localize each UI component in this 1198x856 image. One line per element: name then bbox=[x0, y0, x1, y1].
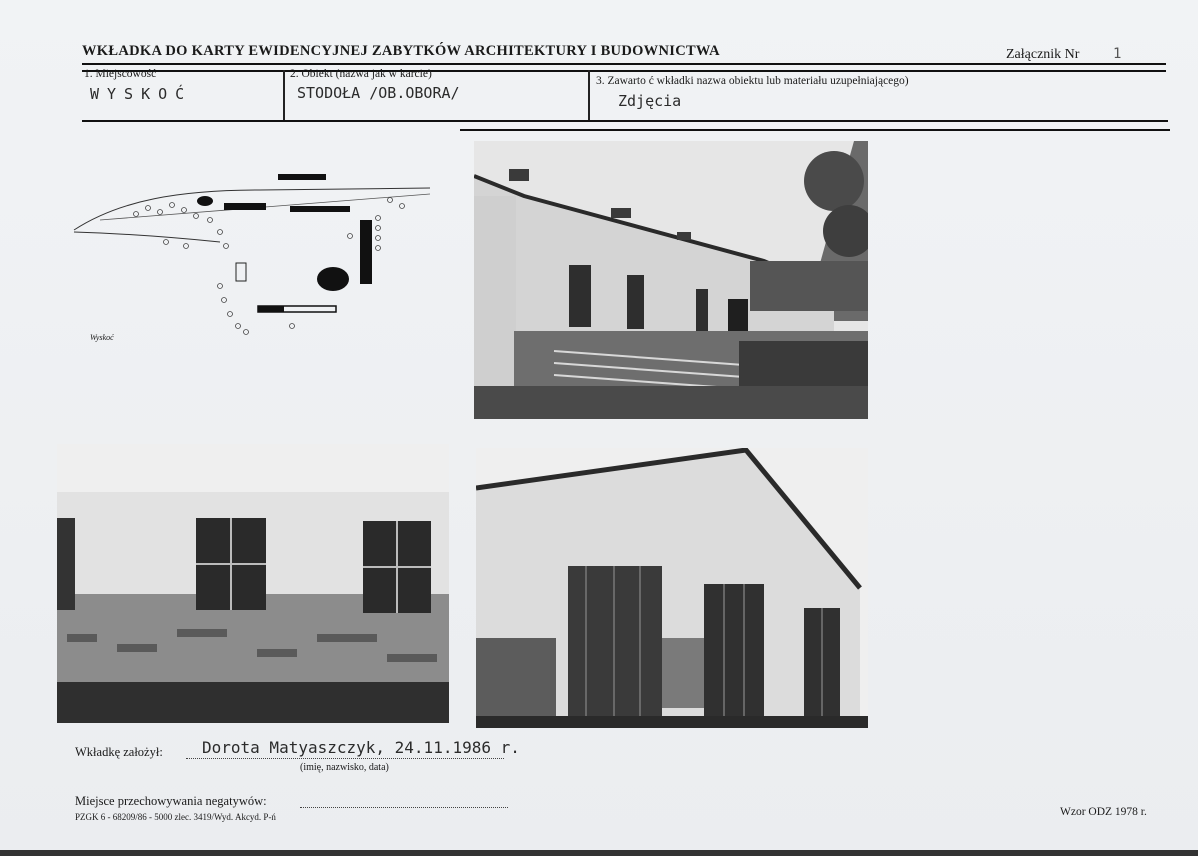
form-id: Wzor ODZ 1978 r. bbox=[1060, 806, 1147, 818]
photo-gable-doors bbox=[476, 448, 868, 728]
creator-dotted-line bbox=[186, 757, 504, 759]
creator-value: Dorota Matyaszczyk, 24.11.1986 r. bbox=[202, 738, 520, 757]
fields-bottom-rule bbox=[82, 120, 1168, 122]
annex-number: 1 bbox=[1113, 46, 1122, 62]
photo-barn-long-image bbox=[474, 141, 868, 419]
photo-wall-windows-image bbox=[57, 444, 449, 723]
site-map-drawing bbox=[60, 160, 450, 360]
field-object-label: 2. Obiekt (nazwa jak w karcie) bbox=[290, 68, 432, 80]
photo-wall-windows bbox=[57, 444, 449, 723]
map-caption: Wyskoć bbox=[90, 333, 114, 342]
field-divider-2 bbox=[588, 70, 590, 122]
field-content-label: 3. Zawarto ć wkładki nazwa obiektu lub materiału uzupełniającego) bbox=[596, 75, 909, 87]
field-content-value: Zdjęcia bbox=[618, 92, 682, 110]
photo-gable-doors-image bbox=[476, 448, 868, 728]
creator-label: Wkładkę założył: bbox=[75, 745, 163, 759]
creator-hint: (imię, nazwisko, data) bbox=[300, 762, 389, 773]
scan-edge bbox=[0, 850, 1198, 856]
fields-top-rule bbox=[82, 70, 1166, 72]
header-rule bbox=[82, 63, 1166, 65]
print-info: PZGK 6 - 68209/86 - 5000 zlec. 3419/Wyd. Akcyd. P-ń bbox=[75, 812, 276, 822]
document-title: WKŁADKA DO KARTY EWIDENCYJNEJ ZABYTKÓW ARCHITEKTURY I BUDOWNICTWA bbox=[82, 43, 720, 59]
negatives-dotted-line bbox=[300, 806, 508, 808]
field-divider-1 bbox=[283, 70, 285, 122]
field-locality-label: 1. Miejscowość bbox=[84, 68, 157, 80]
field-object-value: STODOŁA /OB.OBORA/ bbox=[297, 84, 460, 102]
annex-label: Załącznik Nr bbox=[1006, 47, 1080, 62]
field-locality-value: WYSKOĆ bbox=[90, 85, 193, 103]
photo-barn-long bbox=[474, 141, 868, 419]
site-map-sketch bbox=[60, 160, 450, 360]
fields-bottom-rule-2 bbox=[460, 129, 1170, 131]
negatives-label: Miejsce przechowywania negatywów: bbox=[75, 794, 267, 808]
